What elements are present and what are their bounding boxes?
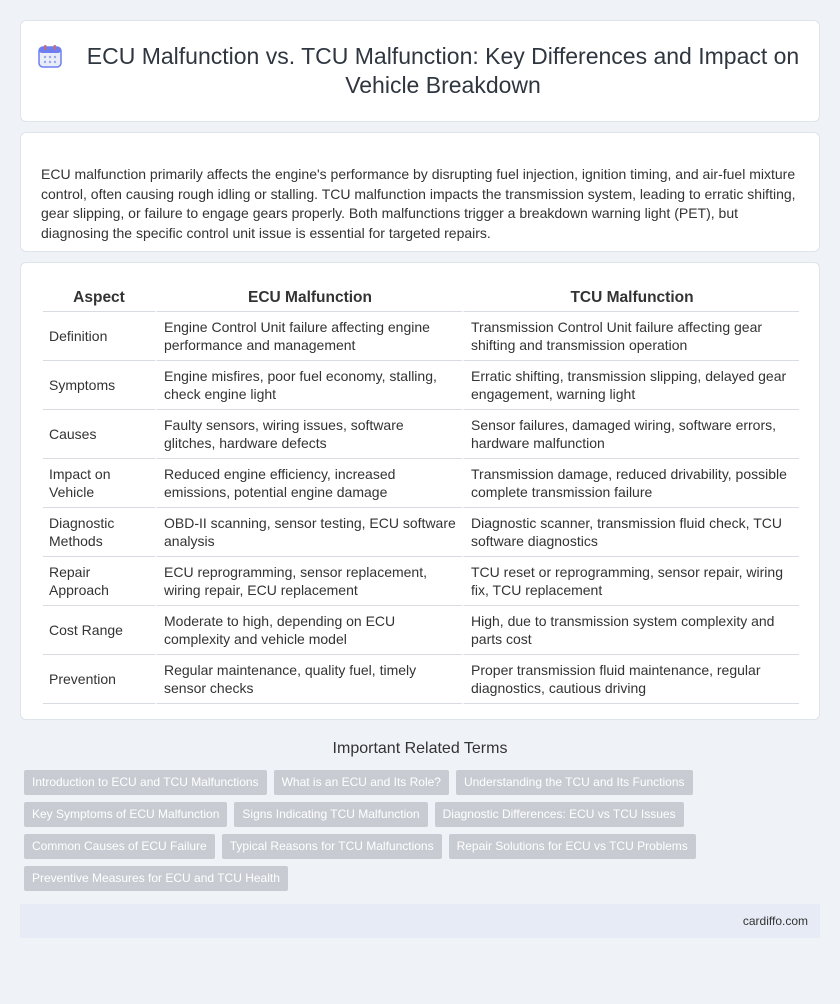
- row-aspect: Definition: [43, 312, 155, 361]
- row-aspect: Cost Range: [43, 606, 155, 655]
- column-header-ecu: ECU Malfunction: [155, 285, 462, 312]
- table-header-row: [43, 285, 799, 312]
- row-tcu: TCU reset or reprogramming, sensor repair, wiring fix, TCU replacement: [462, 557, 799, 606]
- intro-text: ECU malfunction primarily affects the engine's performance by disrupting fuel injection, ignition timing, and air-fuel mixture control, often causing rough idling or stalling. TCU malfunction impacts the transmission system, leading to erratic shifting, gear slipping, or failure to engage gears properly. Both malfunctions trigger a breakdown warning light (PET), but diagnosing the specific control unit issue is essential for targeted repairs.: [41, 166, 796, 241]
- row-aspect: Symptoms: [43, 361, 155, 410]
- row-ecu: ECU reprogramming, sensor replacement, wiring repair, ECU replacement: [155, 557, 462, 606]
- table-row: [43, 508, 799, 557]
- row-aspect: Repair Approach: [43, 557, 155, 606]
- related-tag[interactable]: Typical Reasons for TCU Malfunctions: [222, 834, 442, 859]
- related-terms-section: [0, 740, 840, 891]
- column-header-aspect: Aspect: [43, 285, 155, 312]
- row-tcu: Erratic shifting, transmission slipping, delayed gear engagement, warning light: [462, 361, 799, 410]
- row-tcu: High, due to transmission system complexity and parts cost: [462, 606, 799, 655]
- row-tcu: Transmission Control Unit failure affecting gear shifting and transmission operation: [462, 312, 799, 361]
- related-tag[interactable]: Introduction to ECU and TCU Malfunctions: [24, 770, 267, 795]
- row-ecu: Regular maintenance, quality fuel, timely sensor checks: [155, 655, 462, 704]
- calendar-icon: [37, 43, 63, 69]
- table-row: [43, 410, 799, 459]
- related-tag[interactable]: Signs Indicating TCU Malfunction: [234, 802, 427, 827]
- column-header-tcu: TCU Malfunction: [462, 285, 799, 312]
- table-row: [43, 655, 799, 704]
- related-tag[interactable]: Common Causes of ECU Failure: [24, 834, 215, 859]
- related-tag[interactable]: Key Symptoms of ECU Malfunction: [24, 802, 227, 827]
- table-row: [43, 606, 799, 655]
- table-row: [43, 361, 799, 410]
- table-row: [43, 459, 799, 508]
- row-tcu: Transmission damage, reduced drivability, possible complete transmission failure: [462, 459, 799, 508]
- related-tags: [20, 770, 820, 891]
- row-aspect: Impact on Vehicle: [43, 459, 155, 508]
- comparison-card: [20, 262, 820, 720]
- footer: [20, 904, 820, 938]
- row-tcu: Sensor failures, damaged wiring, software errors, hardware malfunction: [462, 410, 799, 459]
- row-ecu: Reduced engine efficiency, increased emissions, potential engine damage: [155, 459, 462, 508]
- related-tag[interactable]: Repair Solutions for ECU vs TCU Problems: [449, 834, 696, 859]
- related-tag[interactable]: Diagnostic Differences: ECU vs TCU Issues: [435, 802, 684, 827]
- intro-card: [20, 132, 820, 252]
- title-card: [20, 20, 820, 122]
- title-wrap: [37, 42, 803, 100]
- comparison-table: [43, 285, 799, 704]
- table-row: [43, 312, 799, 361]
- row-ecu: Moderate to high, depending on ECU complexity and vehicle model: [155, 606, 462, 655]
- row-aspect: Prevention: [43, 655, 155, 704]
- related-tag[interactable]: Understanding the TCU and Its Functions: [456, 770, 693, 795]
- footer-site[interactable]: cardiffo.com: [742, 914, 808, 928]
- row-ecu: Engine Control Unit failure affecting engine performance and management: [155, 312, 462, 361]
- row-tcu: Proper transmission fluid maintenance, regular diagnostics, cautious driving: [462, 655, 799, 704]
- row-ecu: Faulty sensors, wiring issues, software glitches, hardware defects: [155, 410, 462, 459]
- page-title: ECU Malfunction vs. TCU Malfunction: Key Differences and Impact on Vehicle Breakdown: [86, 43, 800, 98]
- row-ecu: Engine misfires, poor fuel economy, stalling, check engine light: [155, 361, 462, 410]
- row-aspect: Diagnostic Methods: [43, 508, 155, 557]
- related-terms-title: Important Related Terms: [332, 740, 508, 757]
- row-ecu: OBD-II scanning, sensor testing, ECU software analysis: [155, 508, 462, 557]
- related-tag[interactable]: What is an ECU and Its Role?: [274, 770, 449, 795]
- row-aspect: Causes: [43, 410, 155, 459]
- row-tcu: Diagnostic scanner, transmission fluid check, TCU software diagnostics: [462, 508, 799, 557]
- related-tag[interactable]: Preventive Measures for ECU and TCU Health: [24, 866, 288, 891]
- table-row: [43, 557, 799, 606]
